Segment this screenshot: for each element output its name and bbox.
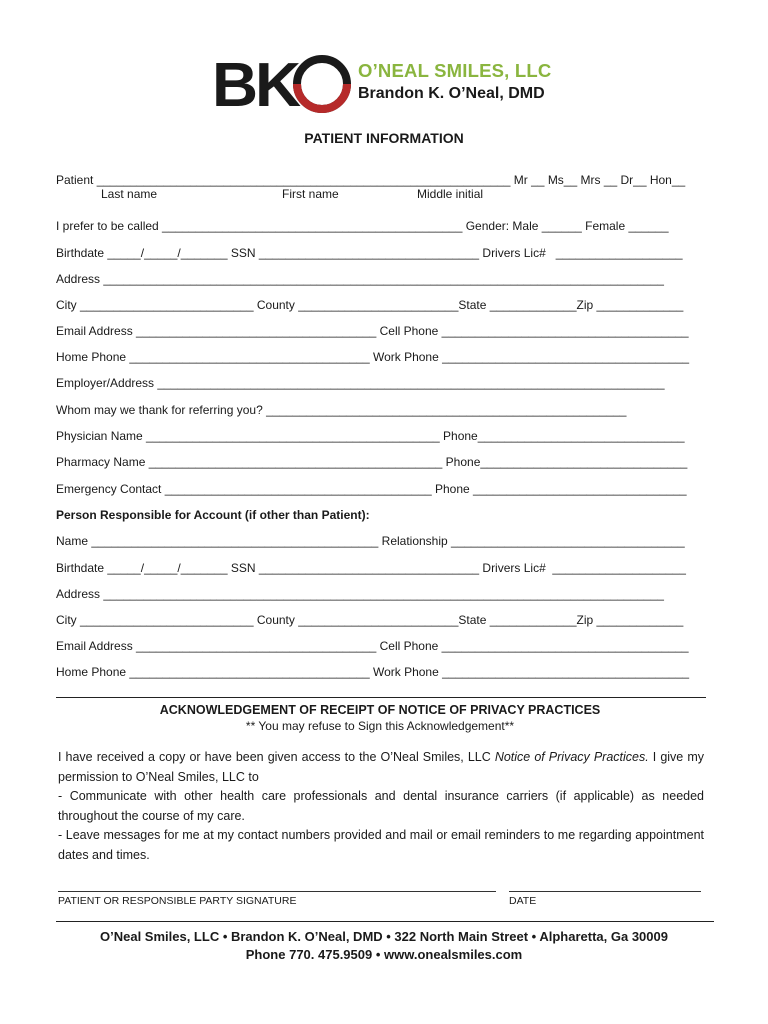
acknowledgement-title: ACKNOWLEDGEMENT OF RECEIPT OF NOTICE OF PRIVACY PRACTICES	[159, 703, 601, 717]
acknowledgement-note: ** You may refuse to Sign this Acknowledgement**	[245, 719, 515, 733]
responsible-email-line[interactable]: Email Address ____________________________________ Cell Phone _____________________________________	[56, 639, 689, 653]
date-label: DATE	[509, 895, 537, 907]
footer-contact: Phone 770. 475.9509 • www.onealsmiles.com	[245, 947, 523, 962]
responsible-heading: Person Responsible for Account (if other than Patient):	[56, 508, 370, 522]
signature-line[interactable]	[58, 891, 496, 892]
middle-initial-label: Middle initial	[417, 187, 484, 201]
preferred-name-line[interactable]: I prefer to be called _____________________________________________ Gender: Male ______ Female ______	[56, 219, 669, 233]
home-phone-line[interactable]: Home Phone ____________________________________ Work Phone _____________________________________	[56, 350, 690, 364]
acknowledgement-paragraph-2: - Communicate with other health care professionals and dental insurance carriers (if applicable) as needed throughout the course of my care.	[58, 789, 704, 823]
responsible-city-line[interactable]: City __________________________ County ________________________State _____________Zip _____________	[56, 613, 684, 627]
last-name-label: Last name	[101, 187, 158, 201]
bko-letters: BK	[212, 54, 302, 114]
responsible-name-line[interactable]: Name ___________________________________________ Relationship ___________________________________	[56, 534, 685, 548]
referral-line[interactable]: Whom may we thank for referring you? ______________________________________________________	[56, 403, 627, 417]
city-line[interactable]: City __________________________ County ________________________State _____________Zip _____________	[56, 298, 684, 312]
email-line[interactable]: Email Address ____________________________________ Cell Phone _____________________________________	[56, 324, 689, 338]
emergency-contact-line[interactable]: Emergency Contact ________________________________________ Phone ________________________________	[56, 482, 687, 496]
doctor-name: Brandon K. O’Neal, DMD	[358, 85, 545, 102]
patient-name-line[interactable]: Patient ______________________________________________________________ Mr __ Ms__ Mrs __ Dr__ Hon__	[56, 173, 686, 187]
address-line[interactable]: Address ____________________________________________________________________________________	[56, 272, 664, 286]
footer-divider	[56, 921, 714, 922]
page-title: PATIENT INFORMATION	[304, 130, 464, 146]
employer-line[interactable]: Employer/Address ____________________________________________________________________________	[56, 376, 665, 390]
birthdate-line[interactable]: Birthdate _____/_____/_______ SSN _________________________________ Drivers Lic# ___________________	[56, 246, 683, 260]
date-line[interactable]	[509, 891, 701, 892]
responsible-home-phone-line[interactable]: Home Phone ____________________________________ Work Phone _____________________________________	[56, 665, 690, 679]
company-name: O’NEAL SMILES, LLC	[358, 60, 552, 81]
pharmacy-line[interactable]: Pharmacy Name ____________________________________________ Phone_______________________________	[56, 455, 688, 469]
company-logo	[212, 54, 572, 114]
responsible-birthdate-line[interactable]: Birthdate _____/_____/_______ SSN _________________________________ Drivers Lic# ____________________	[56, 561, 686, 575]
acknowledgement-paragraph-1: I have received a copy or have been given access to the O’Neal Smiles, LLC Notice of Privacy Practices. I give my permission to O’Neal Smiles, LLC to	[58, 750, 704, 784]
signature-label: PATIENT OR RESPONSIBLE PARTY SIGNATURE	[58, 895, 297, 907]
acknowledgement-text	[58, 748, 704, 866]
physician-line[interactable]: Physician Name ____________________________________________ Phone_______________________________	[56, 429, 685, 443]
responsible-address-line[interactable]: Address ____________________________________________________________________________________	[56, 587, 664, 601]
section-divider	[56, 697, 706, 698]
footer-address: O’Neal Smiles, LLC • Brandon K. O’Neal, DMD • 322 North Main Street • Alpharetta, Ga 30009	[100, 929, 668, 944]
bko-logo-mark	[212, 54, 352, 114]
acknowledgement-paragraph-3: - Leave messages for me at my contact numbers provided and mail or email reminders to me regarding appointment dates and times.	[58, 828, 704, 862]
first-name-label: First name	[282, 187, 339, 201]
